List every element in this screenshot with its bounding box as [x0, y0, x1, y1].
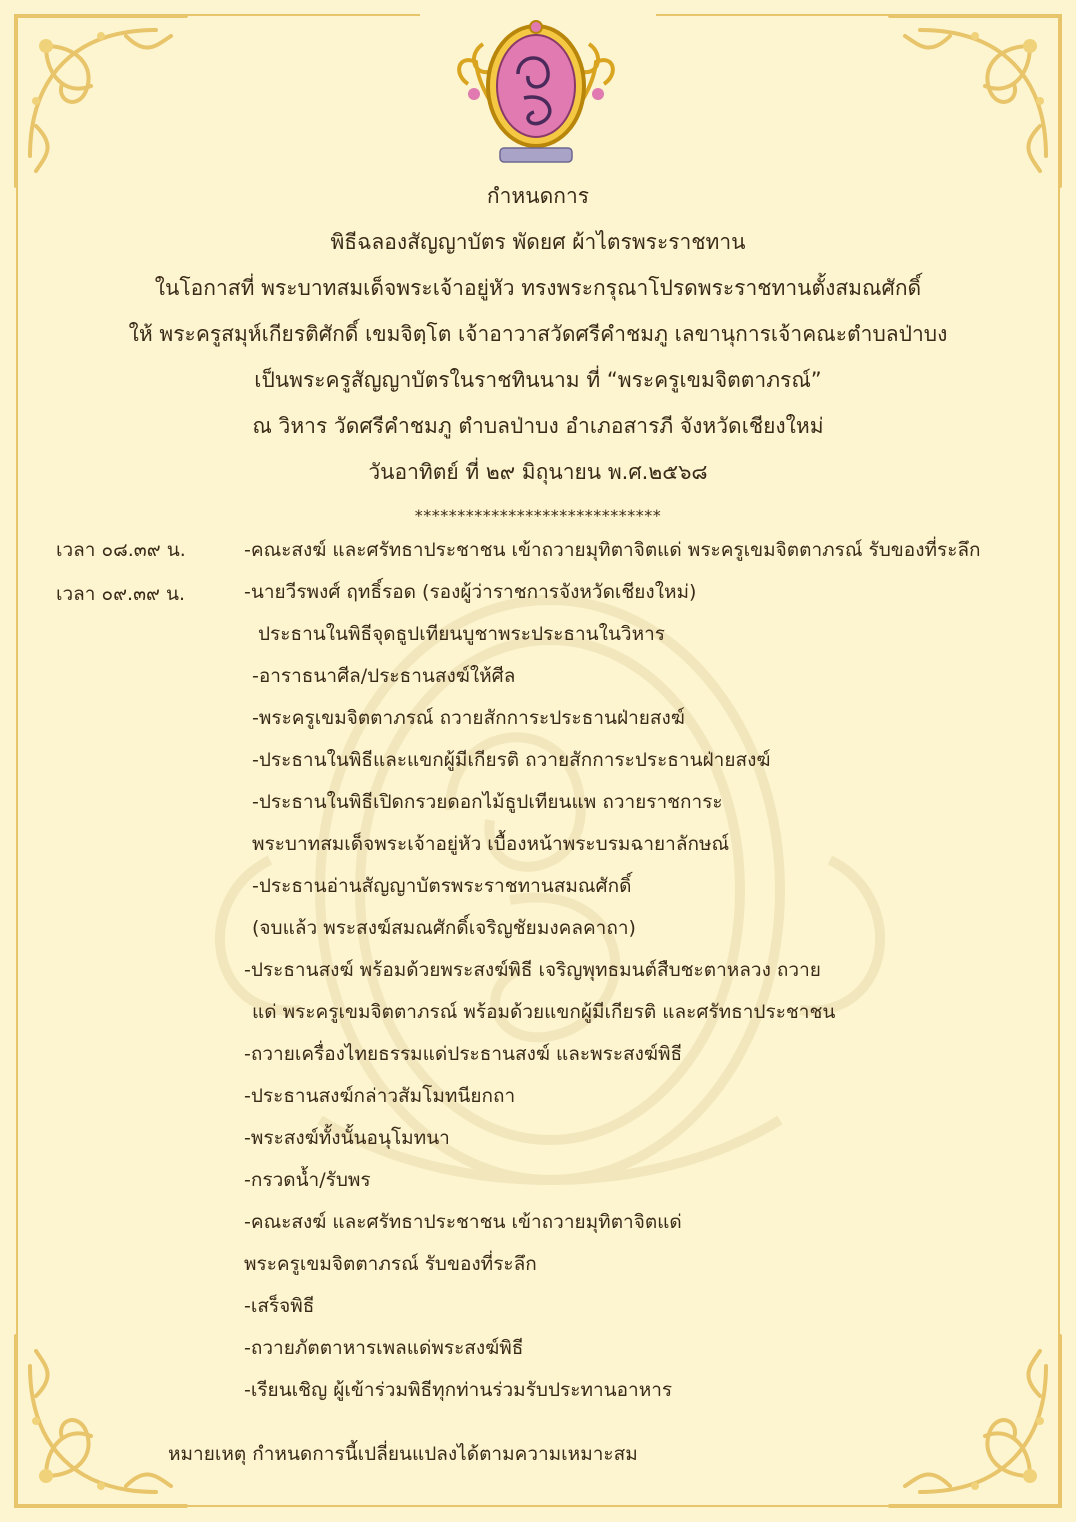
schedule-item: -เรียนเชิญ ผู้เข้าร่วมพิธีทุกท่านร่วมรับประทานอาหาร [244, 1379, 673, 1401]
corner-ornament-bottom-right [880, 1326, 1070, 1516]
border-top-line [656, 14, 896, 16]
schedule-item: -ประธานในพิธีเปิดกรวยดอกไม้ธูปเทียนแพ ถวายราชการะ [252, 791, 723, 813]
border-left-line [16, 180, 18, 1340]
border-right-line [1058, 180, 1060, 1340]
schedule-item: ประธานในพิธีจุดธูปเทียนบูชาพระประธานในวิหาร [258, 623, 665, 645]
schedule-item: -นายวีรพงศ์ ฤทธิ์รอด (รองผู้ว่าราชการจังหวัดเชียงใหม่) [244, 581, 697, 603]
heading-line: ให้ พระครูสมุห์เกียรติศักดิ์ เขมจิตฺโต เจ้าอาวาสวัดศรีคำชมภู เลขานุการเจ้าคณะตำบลป่าบง [128, 322, 948, 346]
schedule-item: -กรวดน้ำ/รับพร [244, 1169, 371, 1191]
schedule-item: -ประธานสงฆ์ พร้อมด้วยพระสงฆ์พิธี เจริญพุทธมนต์สืบชะตาหลวง ถวาย [244, 959, 821, 981]
separator: ***************************** [414, 506, 662, 525]
border-top-line [180, 14, 420, 16]
document-title: กำหนดการ [486, 184, 590, 208]
schedule-item: -อาราธนาศีล/ประธานสงฆ์ให้ศีล [252, 665, 516, 687]
schedule-item: พระบาทสมเด็จพระเจ้าอยู่หัว เบื้องหน้าพระบรมฉายาลักษณ์ [252, 833, 730, 855]
emblem-seal [448, 14, 624, 170]
schedule-item: -ประธานสงฆ์กล่าวสัมโมทนียกถา [244, 1085, 516, 1107]
time-label: เวลา ๐๘.๓๙ น. [56, 539, 186, 561]
venue-line: ณ วิหาร วัดศรีคำชมภู ตำบลป่าบง อำเภอสารภี จังหวัดเชียงใหม่ [252, 414, 824, 438]
border-bottom-line [180, 1505, 896, 1507]
schedule-item: -คณะสงฆ์ และศรัทธาประชาชน เข้าถวายมุทิตาจิตแด่ [244, 1211, 682, 1233]
schedule-item: แด่ พระครูเขมจิตตาภรณ์ พร้อมด้วยแขกผู้มีเกียรติ และศรัทธาประชาชน [252, 1001, 836, 1023]
schedule-item: -คณะสงฆ์ และศรัทธาประชาชน เข้าถวายมุทิตาจิตแด่ พระครูเขมจิตตาภรณ์ รับของที่ระลึก [244, 539, 981, 561]
corner-ornament-top-left [6, 6, 196, 196]
ceremony-title: พิธีฉลองสัญญาบัตร พัดยศ ผ้าไตรพระราชทาน [330, 230, 746, 254]
schedule-item: -ถวายภัตตาหารเพลแด่พระสงฆ์พิธี [244, 1337, 524, 1359]
date-line: วันอาทิตย์ ที่ ๒๙ มิถุนายน พ.ศ.๒๕๖๘ [368, 460, 708, 484]
footnote: หมายเหตุ กำหนดการนี้เปลี่ยนแปลงได้ตามความเหมาะสม [168, 1443, 638, 1465]
schedule-item: (จบแล้ว พระสงฆ์สมณศักดิ์เจริญชัยมงคลคาถา) [252, 917, 636, 939]
schedule-item: -ประธานในพิธีและแขกผู้มีเกียรติ ถวายสักการะประธานฝ่ายสงฆ์ [252, 749, 771, 771]
heading-line: ในโอกาสที่ พระบาทสมเด็จพระเจ้าอยู่หัว ทรงพระกรุณาโปรดพระราชทานตั้งสมณศักดิ์ [154, 276, 922, 300]
corner-ornament-bottom-left [6, 1326, 196, 1516]
schedule-item: -พระครูเขมจิตตาภรณ์ ถวายสักการะประธานฝ่ายสงฆ์ [252, 707, 685, 729]
corner-ornament-top-right [880, 6, 1070, 196]
schedule-item: -เสร็จพิธี [244, 1295, 315, 1317]
heading-line: เป็นพระครูสัญญาบัตรในราชทินนาม ที่ “พระครูเขมจิตตาภรณ์” [254, 368, 822, 392]
schedule-item: -ประธานอ่านสัญญาบัตรพระราชทานสมณศักดิ์ [252, 875, 632, 897]
schedule-item: พระครูเขมจิตตาภรณ์ รับของที่ระลึก [244, 1253, 537, 1275]
time-label: เวลา ๐๙.๓๙ น. [56, 583, 186, 605]
schedule-item: -ถวายเครื่องไทยธรรมแด่ประธานสงฆ์ และพระสงฆ์พิธี [244, 1043, 683, 1065]
schedule-item: -พระสงฆ์ทั้งนั้นอนุโมทนา [244, 1127, 450, 1149]
